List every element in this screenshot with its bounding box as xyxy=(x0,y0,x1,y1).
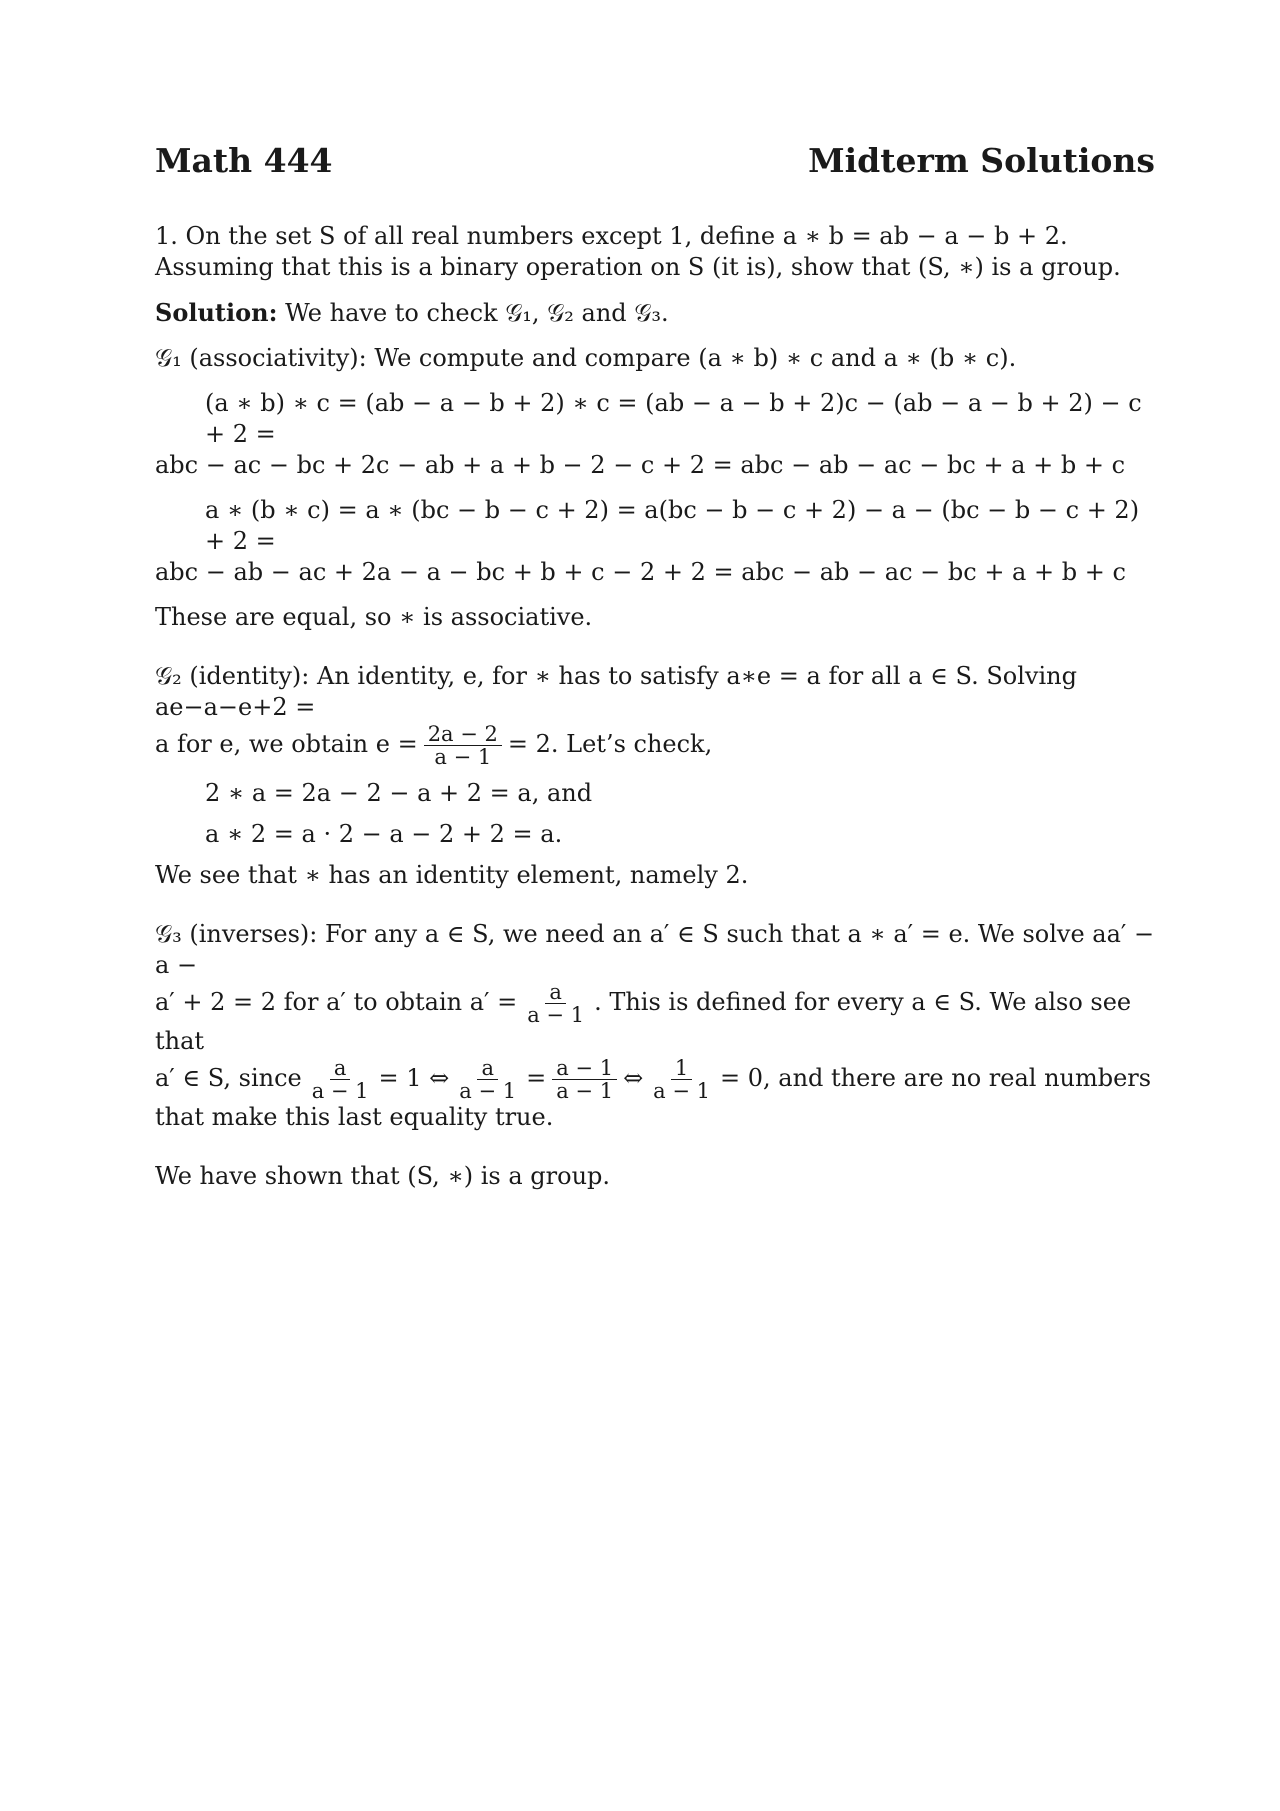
fraction-2 xyxy=(308,1057,373,1102)
fraction-5-denominator: a − 1 xyxy=(653,1079,710,1103)
g2-conclusion: We see that ∗ has an identity element, namely 2. xyxy=(155,861,749,889)
page-header xyxy=(155,141,1155,180)
g3-line4: that make this last equality true. xyxy=(155,1103,554,1131)
document-title: Midterm Solutions xyxy=(808,141,1155,180)
g1-eq1-line2: abc − ac − bc + 2c − ab + a + b − 2 − c + 2 = abc − ab − ac − bc + a + b + c xyxy=(155,451,1126,479)
g3-line2-pre: a′ + 2 = 2 for a′ to obtain a′ = xyxy=(155,988,518,1016)
identity-fraction-numerator: 2a − 2 xyxy=(424,723,502,746)
fraction-5 xyxy=(649,1057,714,1102)
fraction-4 xyxy=(552,1057,617,1102)
g1-eq2-line1: a ∗ (b ∗ c) = a ∗ (bc − b − c + 2) = a(bc − b − c + 2) − a − (bc − b − c + 2) + 2 = xyxy=(205,496,1140,555)
g3-mid-1: = 1 ⇔ xyxy=(378,1064,450,1092)
g2-check-1: 2 ∗ a = 2a − 2 − a + 2 = a, and xyxy=(205,779,593,807)
g2-line2-pre: a for e, we obtain e = xyxy=(155,730,418,758)
solution-label: Solution: xyxy=(155,298,278,327)
g1-equation-1 xyxy=(155,388,1155,481)
solution-intro-text: We have to check 𝒢₁, 𝒢₂ and 𝒢₃. xyxy=(285,299,669,327)
inverse-fraction xyxy=(523,981,588,1026)
g2-check-2: a ∗ 2 = a · 2 − a − 2 + 2 = a. xyxy=(205,820,563,848)
solution-intro xyxy=(155,297,1155,329)
document-page xyxy=(155,141,1155,1192)
fraction-2-denominator: a − 1 xyxy=(311,1079,369,1103)
identity-fraction-denominator: a − 1 xyxy=(434,745,492,769)
fraction-2-numerator: a xyxy=(330,1057,351,1080)
g1-eq1-line1: (a ∗ b) ∗ c = (ab − a − b + 2) ∗ c = (ab − a − b + 2)c − (ab − a − b + 2) − c + 2 = xyxy=(205,389,1142,448)
final-conclusion: We have shown that (S, ∗) is a group. xyxy=(155,1162,611,1190)
g2-line2 xyxy=(155,723,1155,768)
problem-statement: 1. On the set S of all real numbers except 1, define a ∗ b = ab − a − b + 2. Assuming that this is a binary operation on S (it is), show that (S, ∗) is a group. xyxy=(155,222,1121,281)
g3-line1: 𝒢₃ (inverses): For any a ∈ S, we need an a′ ∈ S such that a ∗ a′ = e. We solve aa′ − a − xyxy=(155,920,1155,979)
fraction-5-numerator: 1 xyxy=(671,1057,692,1080)
g2-line1: 𝒢₂ (identity): An identity, e, for ∗ has to satisfy a∗e = a for all a ∈ S. Solving ae−a−e+2 = xyxy=(155,662,1077,721)
g3-mid-3: ⇔ xyxy=(623,1064,644,1092)
g3-line3-post: = 0, and there are no real numbers xyxy=(720,1064,1152,1092)
g1-equation-2 xyxy=(155,495,1155,588)
fraction-3-denominator: a − 1 xyxy=(459,1079,517,1103)
g2-section xyxy=(155,661,1155,891)
g3-section xyxy=(155,919,1155,1133)
fraction-4-denominator: a − 1 xyxy=(556,1079,614,1103)
g3-line3-pre: a′ ∈ S, since xyxy=(155,1064,302,1092)
g3-mid-2: = xyxy=(526,1064,547,1092)
g3-line2 xyxy=(155,981,1155,1057)
g1-eq2-line2: abc − ab − ac + 2a − a − bc + b + c − 2 + 2 = abc − ab − ac − bc + a + b + c xyxy=(155,558,1126,586)
g3-line3 xyxy=(155,1057,1155,1102)
g1-heading: 𝒢₁ (associativity): We compute and compare (a ∗ b) ∗ c and a ∗ (b ∗ c). xyxy=(155,344,1017,372)
inverse-fraction-denominator: a − 1 xyxy=(527,1003,585,1027)
g2-line2-post: = 2. Let’s check, xyxy=(507,730,713,758)
fraction-4-numerator: a − 1 xyxy=(552,1057,617,1080)
fraction-3-numerator: a xyxy=(477,1057,498,1080)
g1-conclusion: These are equal, so ∗ is associative. xyxy=(155,603,593,631)
fraction-3 xyxy=(455,1057,520,1102)
course-title: Math 444 xyxy=(155,141,333,180)
identity-fraction xyxy=(424,723,502,768)
g3-line2-post: . This is defined for every a ∈ S. We also see that xyxy=(155,988,1132,1055)
inverse-fraction-numerator: a xyxy=(545,981,566,1004)
